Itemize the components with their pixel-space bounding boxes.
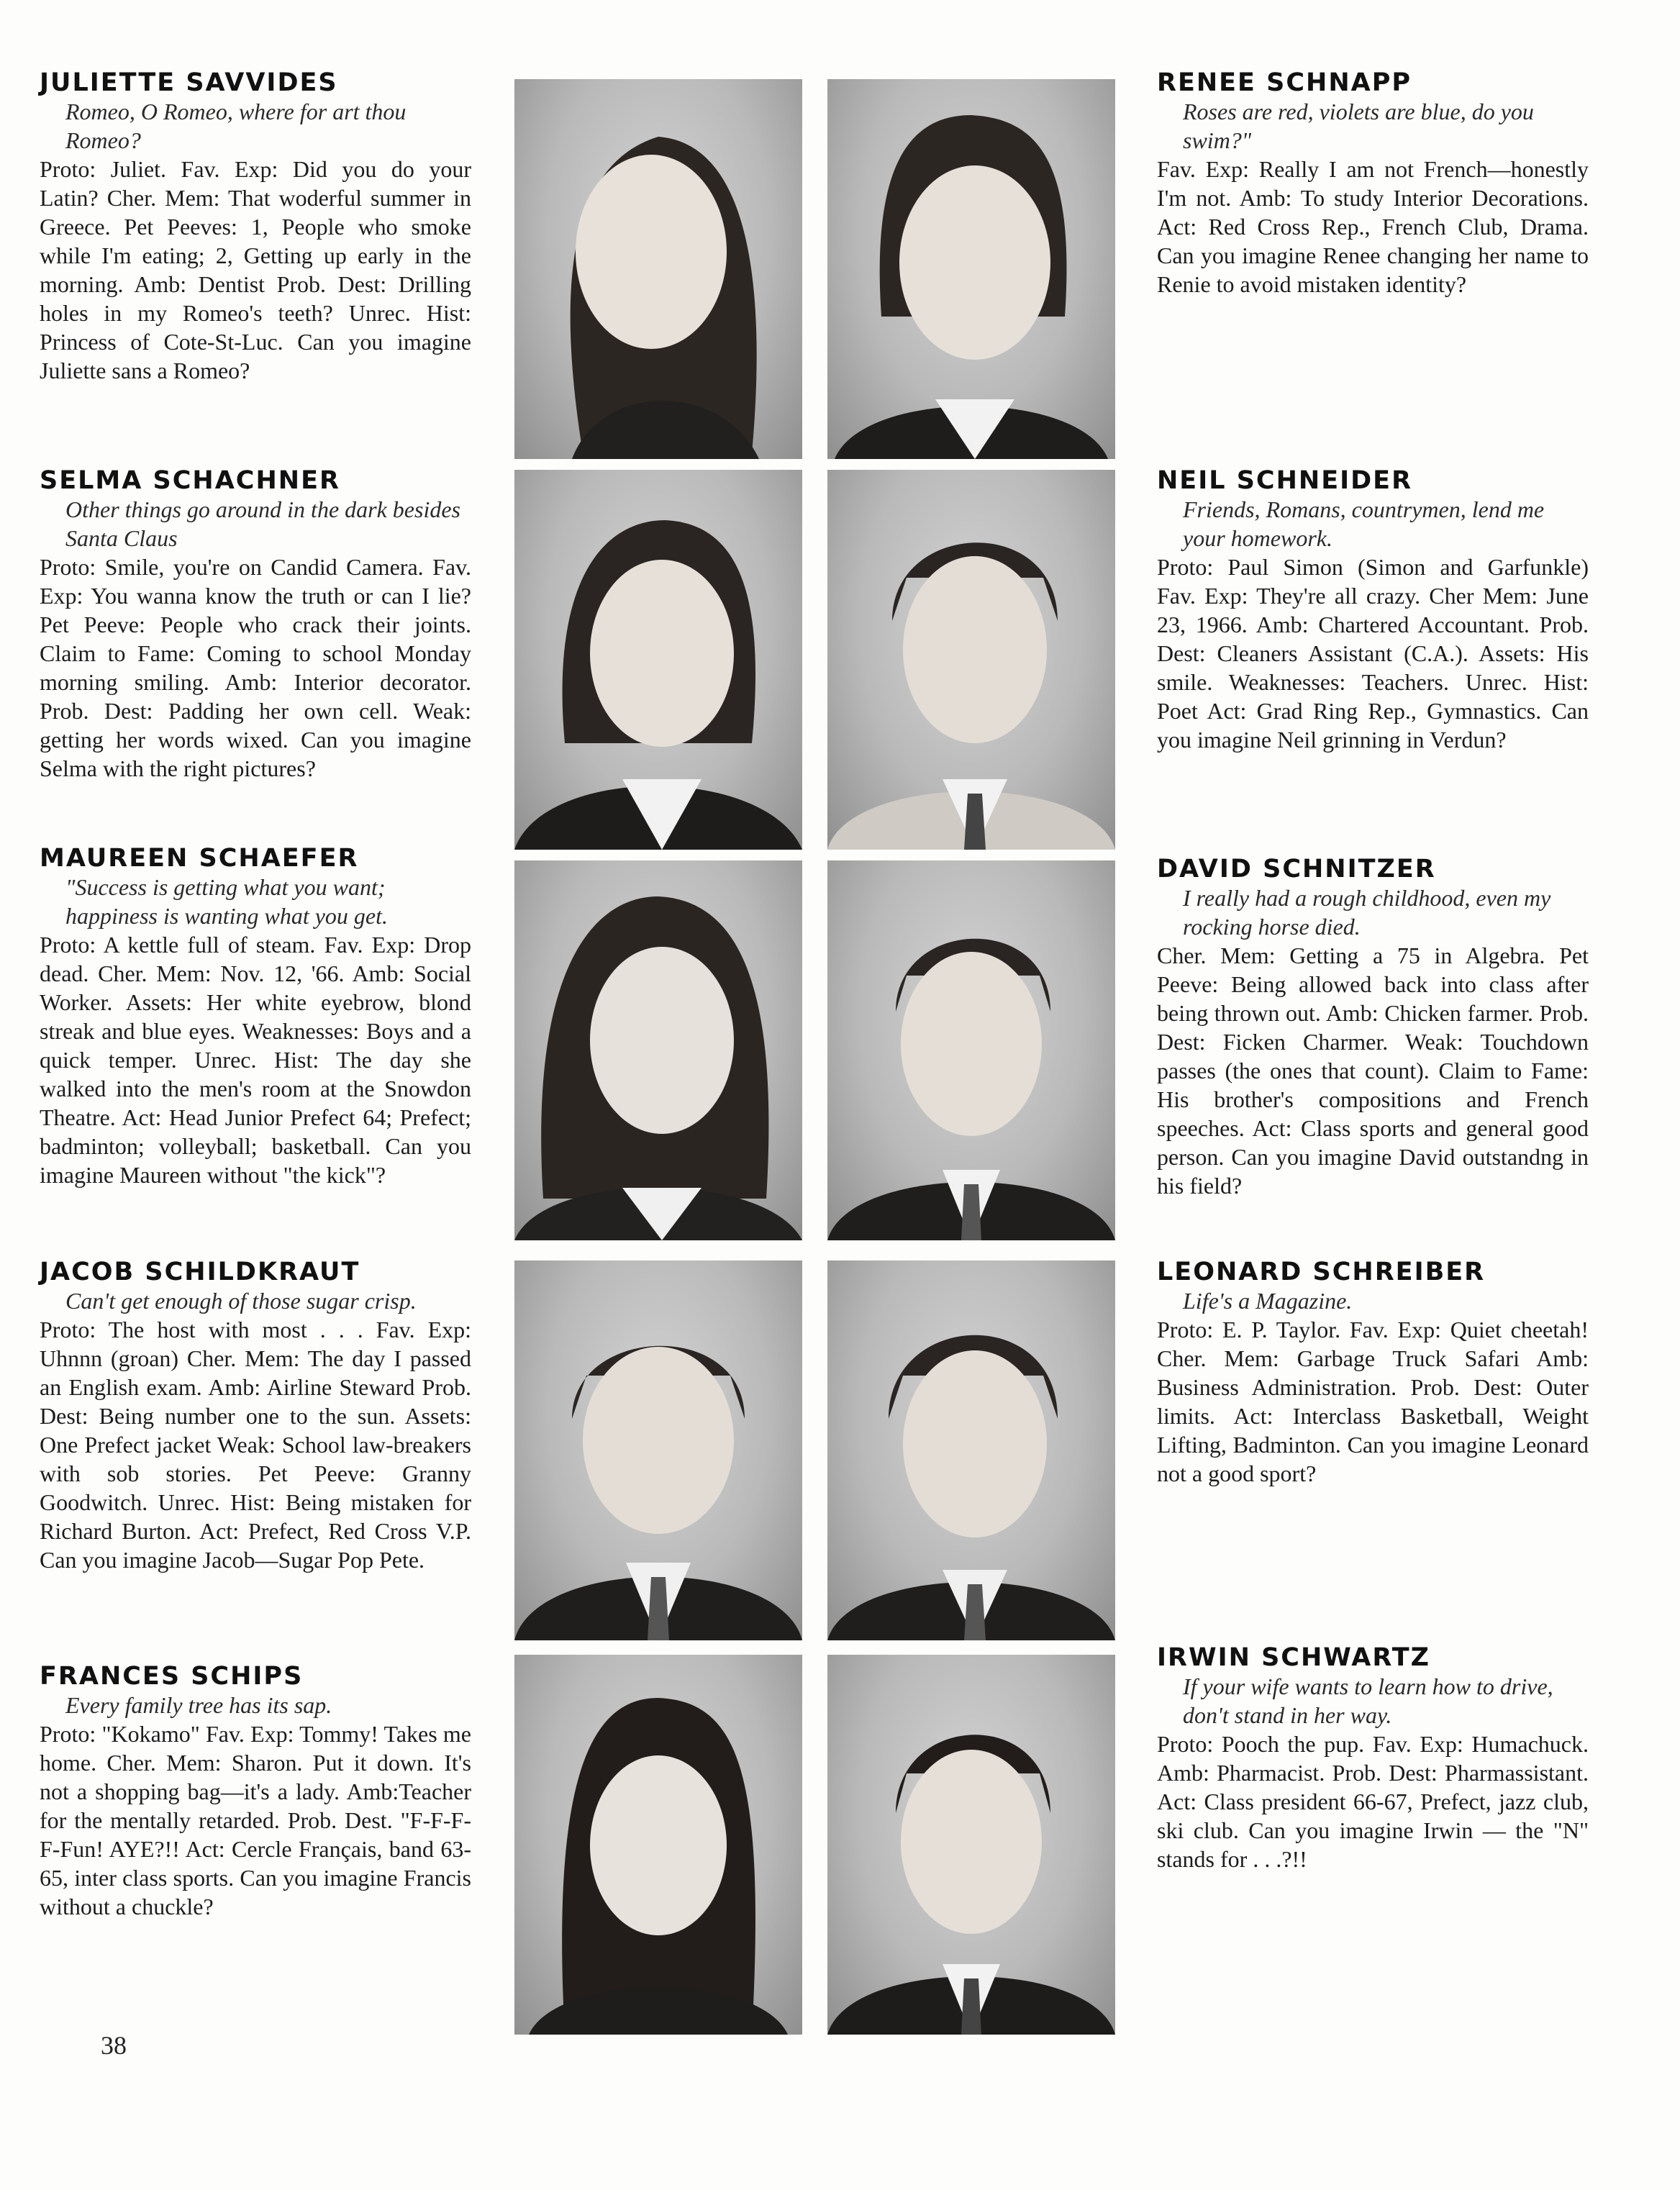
- entry-selma-schachner: [40, 466, 471, 783]
- student-bio: Proto: E. P. Taylor. Fav. Exp: Quiet cheetah! Cher. Mem: Garbage Truck Safari Amb: Business Administration. Prob. Dest: Outer limits. Act: Interclass Basketball, Weight Lifting, Badminton. Can you imagine Leonard not a good sport?: [1157, 1317, 1589, 1486]
- student-quote: Every family tree has its sap.: [65, 1692, 332, 1718]
- student-name: JACOB SCHILDKRAUT: [40, 1258, 360, 1286]
- student-bio: Proto: Pooch the pup. Fav. Exp: Humachuck. Amb: Pharmacist. Prob. Dest: Pharmassistant. Act: Class president 66-67, Prefect, jazz club, ski club. Can you imagine Irwin — the "N" stands for . . .?!!: [1157, 1731, 1589, 1872]
- portrait-photo-frances-schips: [514, 1655, 802, 2035]
- student-name: RENEE SCHNAPP: [1157, 68, 1412, 97]
- portrait-photo-leonard-schreiber: [827, 1260, 1115, 1640]
- entry-neil-schneider: [1157, 466, 1589, 754]
- entry-maureen-schaefer: [40, 844, 471, 1189]
- student-bio: Proto: Paul Simon (Simon and Garfunkle) Fav. Exp: They're all crazy. Cher Mem: June 23, 1966. Amb: Chartered Accountant. Prob. Dest: Cleaners Assistant (C.A.). Assets: His smile. Weaknesses: Teachers. Unrec. Hist: Poet Act: Grad Ring Rep., Gymnastics. Can you imagine Neil grinning in Verdun?: [1157, 554, 1589, 753]
- entry-frances-schips: [40, 1662, 471, 1921]
- student-bio: Proto: "Kokamo" Fav. Exp: Tommy! Takes me home. Cher. Mem: Sharon. Put it down. It's not a shopping bag—it's a lady. Amb:Teacher for the mentally retarded. Prob. Dest. "F-F-F-F-Fun! AYE?!! Act: Cercle Français, band 63-65, inter class sports. Can you imagine Francis without a chuckle?: [40, 1721, 471, 1919]
- entry-leonard-schreiber: [1157, 1258, 1589, 1488]
- student-quote: I really had a rough childhood, even my rocking horse died.: [1183, 885, 1551, 940]
- student-name: DAVID SCHNITZER: [1157, 855, 1436, 883]
- portrait-photo-jacob-schildkraut: [514, 1260, 802, 1640]
- student-name: MAUREEN SCHAEFER: [40, 844, 359, 873]
- student-name: FRANCES SCHIPS: [40, 1662, 304, 1691]
- student-bio: Cher. Mem: Getting a 75 in Algebra. Pet Peeve: Being allowed back into class after being thrown out. Amb: Chicken farmer. Prob. Dest: Ficken Charmer. Weak: Touchdown passes (the ones that count). Claim to Fame: His brother's compositions and French speeches. Act: Class sports and general good person. Can you imagine David outstandng in his field?: [1157, 942, 1589, 1199]
- student-quote: Other things go around in the dark besides Santa Claus: [65, 496, 460, 551]
- student-bio: Proto: A kettle full of steam. Fav. Exp: Drop dead. Cher. Mem: Nov. 12, '66. Amb: Social Worker. Assets: Her white eyebrow, blond streak and blue eyes. Weaknesses: Boys and a quick temper. Unrec. Hist: The day she walked into the men's room at the Snowdon Theatre. Act: Head Junior Prefect 64; Prefect; badminton; volleyball; basketball. Can you imagine Maureen without "the kick"?: [40, 932, 471, 1188]
- portrait-photo-selma-schachner: [514, 470, 802, 850]
- entry-juliette-savvides: [40, 68, 471, 385]
- portrait-photo-maureen-schaefer: [514, 860, 802, 1240]
- student-quote: If your wife wants to learn how to drive, don't stand in her way.: [1183, 1673, 1553, 1728]
- portrait-photo-juliette-savvides: [514, 79, 802, 459]
- student-name: JULIETTE SAVVIDES: [40, 68, 338, 97]
- student-quote: "Success is getting what you want; happiness is wanting what you get.: [65, 874, 388, 929]
- portrait-photo-david-schnitzer: [827, 860, 1115, 1240]
- student-quote: Life's a Magazine.: [1183, 1288, 1353, 1314]
- entry-jacob-schildkraut: [40, 1258, 471, 1574]
- student-name: IRWIN SCHWARTZ: [1157, 1643, 1431, 1672]
- entry-david-schnitzer: [1157, 855, 1589, 1200]
- student-bio: Proto: Juliet. Fav. Exp: Did you do your Latin? Cher. Mem: That woderful summer in Greece. Pet Peeves: 1, People who smoke while I'm eating; 2, Getting up early in the morning. Amb: Dentist Prob. Dest: Drilling holes in my Romeo's teeth? Unrec. Hist: Princess of Cote-St-Luc. Can you imagine Juliette sans a Romeo?: [40, 156, 471, 383]
- student-bio: Fav. Exp: Really I am not French—honestly I'm not. Amb: To study Interior Decorations. Act: Red Cross Rep., French Club, Drama. Can you imagine Renee changing her name to Renie to avoid mistaken identity?: [1157, 156, 1589, 297]
- student-bio: Proto: The host with most . . . Fav. Exp: Uhnnn (groan) Cher. Mem: The day I passed an English exam. Amb: Airline Steward Prob. Dest: Being number one to the sun. Assets: One Prefect jacket Weak: School law-breakers with sob stories. Pet Peeve: Granny Goodwitch. Unrec. Hist: Being mistaken for Richard Burton. Act: Prefect, Red Cross V.P. Can you imagine Jacob—Sugar Pop Pete.: [40, 1317, 471, 1573]
- student-name: LEONARD SCHREIBER: [1157, 1258, 1486, 1286]
- entry-irwin-schwartz: [1157, 1643, 1589, 1873]
- entry-renee-schnapp: [1157, 68, 1589, 299]
- page-number: 38: [101, 2031, 127, 2060]
- student-quote: Roses are red, violets are blue, do you swim?": [1183, 99, 1534, 153]
- student-quote: Romeo, O Romeo, where for art thou Romeo?: [65, 99, 407, 153]
- portrait-photo-irwin-schwartz: [827, 1655, 1115, 2035]
- student-bio: Proto: Smile, you're on Candid Camera. Fav. Exp: You wanna know the truth or can I lie? Pet Peeve: People who crack their joints. Claim to Fame: Coming to school Monday morning smiling. Amb: Interior decorator. Prob. Dest: Padding her own cell. Weak: getting her words wixed. Can you imagine Selma with the right pictures?: [40, 554, 471, 781]
- student-name: SELMA SCHACHNER: [40, 466, 340, 495]
- portrait-photo-neil-schneider: [827, 470, 1115, 850]
- portrait-photo-renee-schnapp: [827, 79, 1115, 459]
- student-name: NEIL SCHNEIDER: [1157, 466, 1413, 495]
- student-quote: Can't get enough of those sugar crisp.: [65, 1288, 417, 1314]
- student-quote: Friends, Romans, countrymen, lend me your homework.: [1183, 496, 1545, 551]
